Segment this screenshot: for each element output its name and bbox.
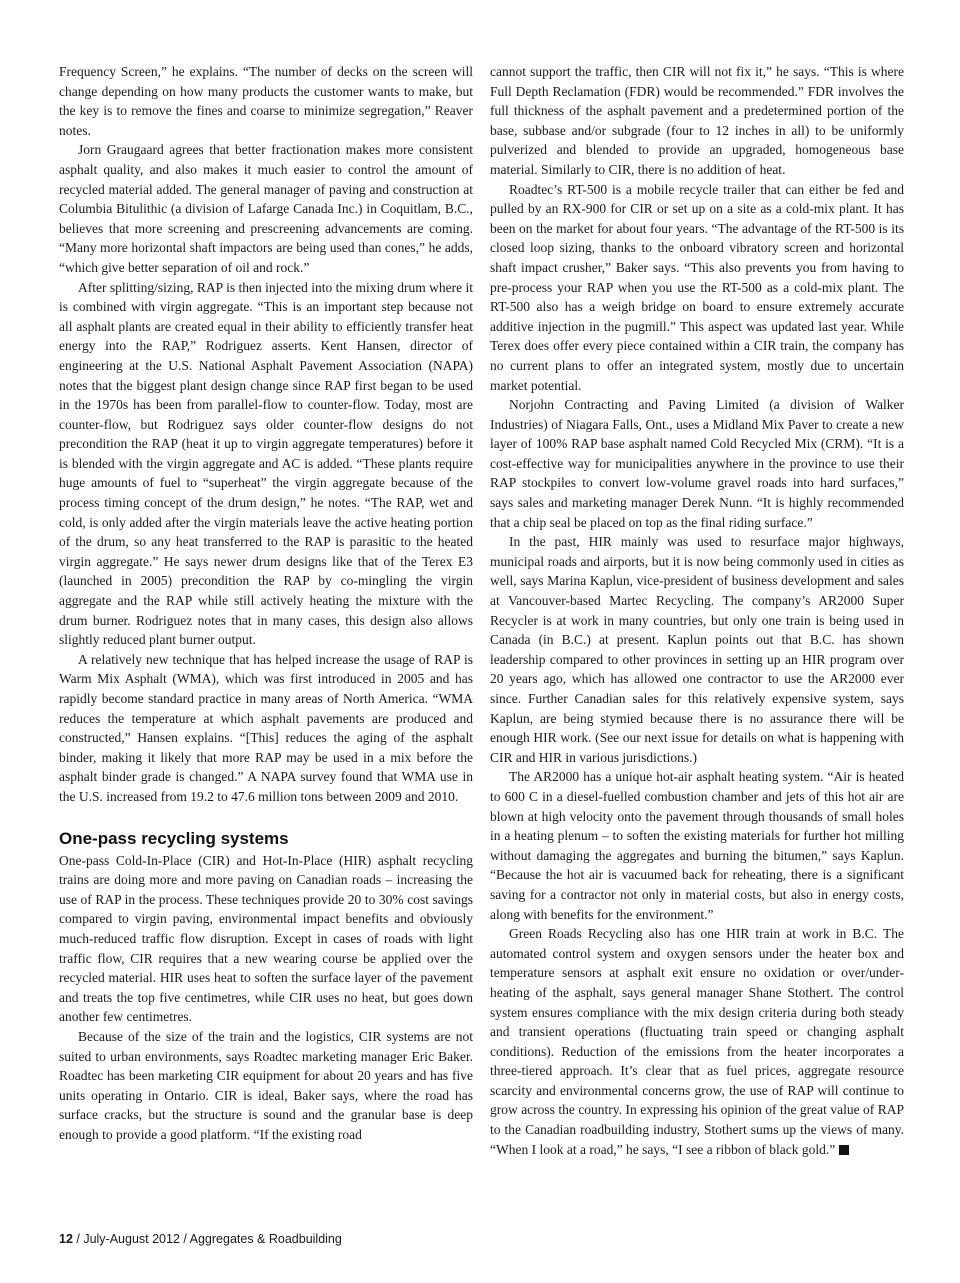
paragraph: Roadtec’s RT-500 is a mobile recycle trailer that can either be fed and pulled by an RX-900 for CIR or set up on a site as a cold-mix plant. It has been on the market for about four years. “The advantage of the RT-500 is its closed loop sizing, thanks to the onboard vibratory screen and horizontal shaft impact crusher,” Baker says. “This also prevents you from having to pre-process your RAP when you use the RT-500 as a cold-mix plant. The RT-500 also has a weigh bridge on board to ensure extremely accurate additive injection in the pugmill.” This aspect was updated last year. While Terex does offer every piece contained within a CIR train, the company has no current plans to offer an integrated system, mostly due to uncertain market potential. [490,181,904,393]
footer-text: / July-August 2012 / Aggregates & Roadbuilding [72,1232,342,1246]
page-number: 12 [59,1232,73,1246]
paragraph-text: Green Roads Recycling also has one HIR train at work in B.C. The automated control system and oxygen sensors under the heater box and temperature sensors at asphalt exit ensure no oxidation or over/under-heating of the asphalt, says general manager Shane Stothert. The control system ensures compliance with the mix design criteria during both steady and transient operations (fluctuating train speed or changing asphalt conditions). Reduction of the emissions from the heater incorporates a three-tiered approach. It’s clear that as fuel prices, aggregate resource scarcity and environmental concerns grow, the use of RAP will continue to grow across the country. In expressing his opinion of the great value of RAP to the Canadian roadbuilding industry, Stothert sums up the views of many. “When I look at a road,” he says, “I see a ribbon of black gold.” [490,926,904,1157]
paragraph: Jorn Graugaard agrees that better fractionation makes more consistent asphalt quality, and also makes it much easier to control the amount of recycled material added. The general manager of paving and construction at Columbia Bitulithic (a division of Lafarge Canada Inc.) in Coquitlam, B.C., believes that more screening and prescreening advancements are coming. “Many more horizontal shaft impactors are being used than cones,” he adds, “which give better separation of oil and rock.” [59,142,473,275]
page-footer [59,1232,342,1246]
paragraph: One-pass Cold-In-Place (CIR) and Hot-In-Place (HIR) asphalt recycling trains are doing more and more paving on Canadian roads – increasing the use of RAP in the process. These techniques provide 20 to 30% cost savings compared to virgin paving, environmental impact benefits and obviously much-reduced traffic flow disruption. Except in cases of roads with light traffic flow, CIR requires that a new wearing course be applied over the recycled material. HIR uses heat to soften the surface layer of the pavement and treats the top five centimetres, while CIR uses no heat, but goes down another few centimetres. [59,852,473,1025]
section-heading: One-pass recycling systems [59,828,289,848]
end-mark-icon [839,1145,849,1155]
final-paragraph [490,924,904,1159]
paragraph: In the past, HIR mainly was used to resurface major highways, municipal roads and airports, but it is now being commonly used in cities as well, says Marina Kaplun, vice-president of business development and sales at Vancouver-based Martec Recycling. The company’s AR2000 Super Recycler is at work in many countries, but only one train is being used in Canada (in B.C.) at present. Kaplun points out that B.C. has shown leadership compared to other provinces in setting up an HIR program over 20 years ago, which has allowed one contractor to use the AR2000 ever since. Further Canadian sales for this relatively expensive system, says Kaplun, are being stymied because there is no assurance there will be enough HIR work. (See our next issue for details on what is happening with CIR and HIR in various jurisdictions.) [490,534,904,765]
right-column [490,62,904,1159]
paragraph: cannot support the traffic, then CIR will not fix it,” he says. “This is where Full Depth Reclamation (FDR) would be recommended.” FDR involves the full thickness of the asphalt pavement and a predetermined portion of the base, subbase and/or subgrade (four to 12 inches in all) to be uniformly pulverized and blended to provide an upgraded, homogeneous base material. Similarly to CIR, there is no addition of heat. [490,64,904,177]
paragraph: Frequency Screen,” he explains. “The number of decks on the screen will change depending on how many products the customer wants to make, but the key is to remove the fines and coarse to minimize segregation,” Reaver notes. [59,64,473,138]
paragraph: After splitting/sizing, RAP is then injected into the mixing drum where it is combined with virgin aggregate. “This is an important step because not all asphalt plants are created equal in their ability to efficiently transfer heat energy into the RAP,” Rodriguez asserts. Kent Hansen, director of engineering at the U.S. National Asphalt Pavement Association (NAPA) notes that the biggest plant design change since RAP first began to be used in the 1970s has been from parallel-flow to counter-flow. Today, most are counter-flow, but Rodriguez says older counter-flow designs do not precondition the RAP (heat it up to virgin aggregate temperatures) before it is blended with the virgin aggregate and AC is added. “These plants require huge amounts of fuel to “superheat” the virgin aggregate because of the process timing concept of the drum design,” he notes. “The RAP, wet and cold, is only added after the virgin materials leave the active heating portion of the drum, so any heat transferred to the RAP is parasitic to the heated virgin aggregate.” He says newer drum designs like that of the Terex E3 (launched in 2005) precondition the RAP by co-mingling the virgin aggregate and the RAP while still actively heating the mixture with the drum burner. Rodriguez notes that in many cases, this design also allows slightly reduced plant burner output. [59,279,473,648]
paragraph: Because of the size of the train and the logistics, CIR systems are not suited to urban environments, says Roadtec marketing manager Eric Baker. Roadtec has been marketing CIR equipment for about 20 years and has five units operating in Ontario. CIR is ideal, Baker says, where the road has surface cracks, but the structure is sound and the granular base is deep enough to provide a good platform. “If the existing road [59,1028,473,1142]
paragraph: A relatively new technique that has helped increase the usage of RAP is Warm Mix Asphalt (WMA), which was first introduced in 2005 and has rapidly become standard practice in many areas of North America. “WMA reduces the temperature at which asphalt pavements are produced and constructed,” Hansen explains. “[This] reduces the aging of the asphalt binder, making it likely that more RAP may be used in a mix before the asphalt binder grade is changed.” A NAPA survey found that WMA use in the U.S. increased from 19.2 to 47.6 million tons between 2009 and 2010. [59,651,473,804]
paragraph: Norjohn Contracting and Paving Limited (a division of Walker Industries) of Niagara Falls, Ont., uses a Midland Mix Paver to create a new layer of 100% RAP base asphalt named Cold Recycled Mix (CRM). “It is a cost-effective way for municipalities anywhere in the province to use their RAP stockpiles to convert low-volume gravel roads into hard surfaces,” says sales and marketing manager Derek Nunn. “It is highly recommended that a chip seal be placed on top as the final riding surface.” [490,397,904,530]
left-column [59,62,473,1144]
paragraph: The AR2000 has a unique hot-air asphalt heating system. “Air is heated to 600 C in a diesel-fuelled combustion chamber and jets of this hot air are blown at high velocity onto the pavement through thousands of small holes in a heating plenum – to soften the existing materials for further hot milling without damaging the aggregates and burning the bitumen,” says Kaplun. “Because the hot air is vacuumed back for reheating, there is a significant saving for a contractor not only in material costs, but also in energy costs, along with benefits for the environment.” [490,769,904,922]
